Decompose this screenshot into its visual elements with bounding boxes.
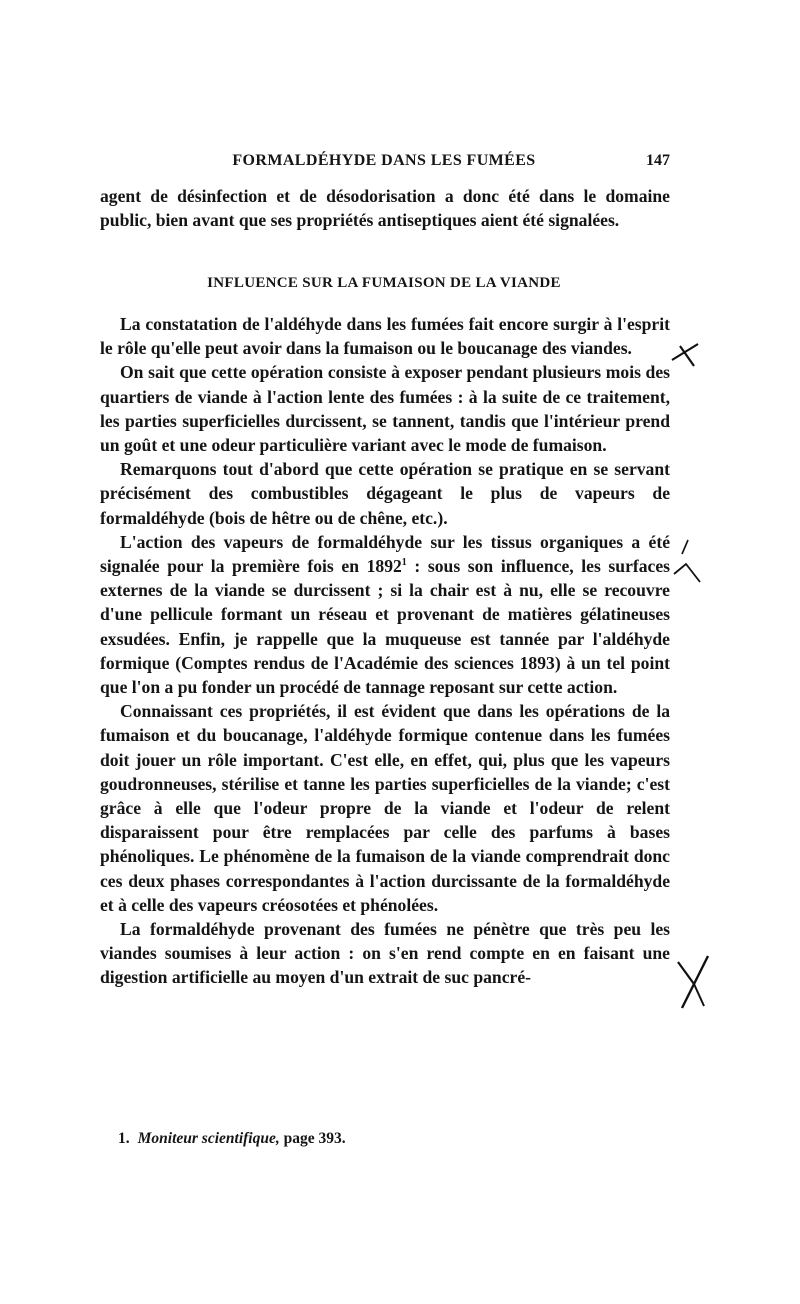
intro-block: [100, 184, 670, 232]
running-title: FORMALDÉHYDE DANS LES FUMÉES: [232, 152, 536, 169]
paragraph-4-text-b: : sous son influence, les surfaces externes de la viande se durcissent ; si la chair est à nu, elle se recouvre d'une pellicule formant un réseau et provenant de matières gélatineuses exsudées. Enfin, je rappelle que la muqueuse est tannée par l'aldéhyde formique (Comptes rendus de l'Académie des sciences 1893) à un tel point que l'on a pu fonder un procédé de tannage reposant sur cette action.: [100, 556, 670, 698]
paragraph-3: Remarquons tout d'abord que cette opération se pratique en se servant précisément des combustibles dégageant le plus de vapeurs de formaldéhyde (bois de hêtre ou de chêne, etc.).: [100, 459, 670, 528]
margin-cross-mark-2: [672, 954, 714, 1012]
footnote-page: page 393.: [279, 1130, 346, 1147]
footnote-source: Moniteur scientifique,: [137, 1130, 280, 1147]
running-header: [100, 152, 668, 176]
footnote: [118, 1130, 346, 1148]
paragraph-6: La formaldéhyde provenant des fumées ne pénètre que très peu les viandes soumises à leur action : on s'en rend compte en en faisant une digestion artificielle au moyen d'un extrait de suc pancré-: [100, 919, 670, 988]
section-body: [100, 312, 670, 990]
paragraph-1: La constatation de l'aldéhyde dans les fumées fait encore surgir à l'esprit le rôle qu'elle peut avoir dans la fumaison ou le boucanage des viandes.: [100, 314, 670, 359]
section-heading: INFLUENCE SUR LA FUMAISON DE LA VIANDE: [207, 275, 561, 291]
paragraph-4: [100, 530, 670, 699]
paragraph-5: Connaissant ces propriétés, il est évident que dans les opérations de la fumaison et du boucanage, l'aldéhyde formique contenue dans les fumées doit jouer un rôle important. C'est elle, en effet, qui, plus que les vapeurs goudronneuses, stérilise et tanne les parties superficielles de la viande; c'est grâce à elle que l'odeur propre de la viande et l'odeur de relent disparaissent pour être remplacées par celle des parfums à bases phénoliques. Le phénomène de la fumaison de la viande comprendrait donc ces deux phases correspondantes à l'action durcissante de la formaldéhyde et à celle des vapeurs créosotées et phénolées.: [100, 701, 670, 915]
paragraph-2: On sait que cette opération consiste à exposer pendant plusieurs mois des quartiers de viande à l'action lente des fumées : à la suite de ce traitement, les parties superficielles durcissent, se tannent, tandis que l'intérieur prend un goût et une odeur particulière variant avec le mode de fumaison.: [100, 362, 670, 456]
margin-cross-mark-1: [668, 336, 704, 372]
intro-paragraph: agent de désinfection et de désodorisation a donc été dans le domaine public, bien avant que ses propriétés antiseptiques aient été signalées.: [100, 186, 670, 231]
footnote-number: 1.: [118, 1130, 130, 1147]
footnote-ref: 1: [401, 557, 407, 569]
margin-check-mark: [670, 538, 704, 586]
paragraph-4-text-a: L'action des vapeurs de formaldéhyde sur les tissus organiques a été signalée pour la première fois en 1892: [100, 531, 670, 577]
page-number: 147: [646, 152, 670, 169]
